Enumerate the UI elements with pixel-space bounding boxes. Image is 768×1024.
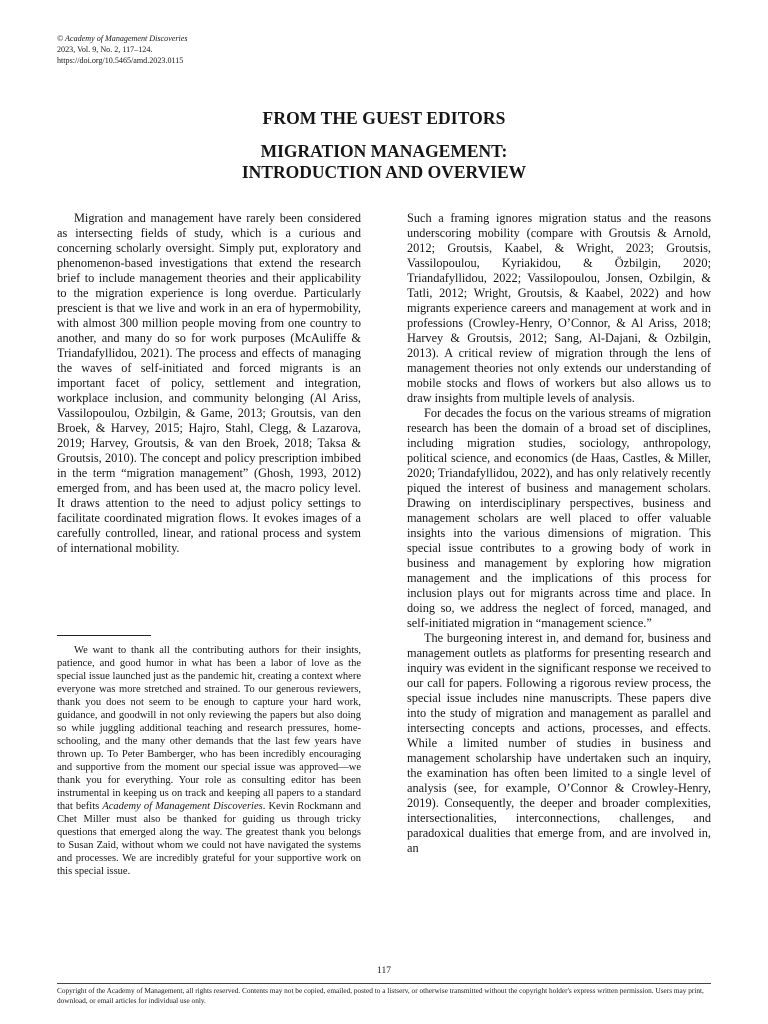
copyright-notice: Copyright of the Academy of Management, all rights reserved. Contents may not be copied, emailed, posted to a listserv, or otherwise transmitted without the copyright holder's express written permission. Users may print, download, or email articles for individual use only. <box>57 986 704 1005</box>
article-title-line-1: MIGRATION MANAGEMENT: <box>260 141 508 161</box>
page-number: 117 <box>377 966 391 976</box>
acknowledgment-footnote <box>57 644 361 878</box>
body-paragraph: Such a framing ignores migration status and the reasons underscoring mobility (compare with Groutsis & Arnold, 2012; Groutsis, Kaabel, & Wright, 2023; Groutsis, Vassilopoulou, Kyriakidou, & Özbilgin, 2020; Triandafyllidou, 2022; Vassilopoulou, Jonsen, Ozbilgin, & Tatli, 2012; Wright, Groutsis, & Kaabel, 2022) and how migrants experience careers and management at work and in professions (Crowley-Henry, O’Connor, & Al Ariss, 2018; Harvey & Groutsis, 2012; Sang, Al-Dajani, & Ozbilgin, 2013). A critical review of migration through the lens of management theories not only extends our understanding of mobile stocks and flows of workers but also allows us to draw insights from multiple levels of analysis. <box>407 211 711 405</box>
body-paragraph: The burgeoning interest in, and demand for, business and management outlets as platforms for presenting research and inquiry was evident in the significant response we received to our call for papers. Following a rigorous review process, the special issue includes nine manuscripts. These papers dive into the study of migration and management as parallel and intersecting concepts and actions, processes, and effects. While a limited number of studies in business and management scholarship have undertaken such an inquiry, the examination has often been limited to a single level of analysis (see, for example, O’Connor & Crowley-Henry, 2019). Consequently, the deeper and broader complexities, intersectionalities, interconnections, challenges, and paradoxical dualities that emerge from, and are involved in, an <box>407 631 711 855</box>
article-metadata <box>57 33 188 66</box>
body-paragraph: For decades the focus on the various streams of migration research has been the domain of a broad set of disciplines, including migration studies, sociology, anthropology, political science, and economics (de Haas, Castles, & Miller, 2020; Triandafyllidou, 2022), and has only relatively recently piqued the interest of business and management scholars. Drawing on interdisciplinary perspectives, business and management scholars are well placed to offer valuable insights into the various dimensions of migration. This special issue contributes to a growing body of work in business and management by exploring how migration management and the implications of this process for inclusion plays out for migrants across time and place. In doing so, we address the neglect of forced, managed, and self-initiated migration in “management science.” <box>407 406 711 630</box>
section-title: FROM THE GUEST EDITORS <box>262 108 506 128</box>
journal-copyright-line: © Academy of Management Discoveries <box>57 34 188 43</box>
right-column <box>407 211 711 856</box>
bottom-divider <box>57 983 711 984</box>
footnote-divider <box>57 635 151 636</box>
body-paragraph: Migration and management have rarely been considered as intersecting fields of study, which is a curious and concerning scholarly oversight. Simply put, exploratory and phenomenon-based investigations that extend the research brief to include management theories and their applicability to the migration experience is long overdue. Particularly prescient is that we live and work in an era of hypermobility, with almost 300 million people moving from one country to another, and many do so for work purposes (McAuliffe & Triandafyllidou, 2021). The process and effects of managing the waves of self-initiated and forced migrants is an important facet of policy, settlement and integration, workplace inclusion, and community belonging (Al Ariss, Vassilopoulou, Ozbilgin, & Game, 2013; Groutsis, van den Broek, & Harvey, 2015; Hajro, Stahl, Clegg, & Lazarova, 2019; Harvey, Groutsis, & van den Broek, 2018; Taksa & Groutsis, 2010). The concept and policy prescription imbibed in the term “migration management” (Ghosh, 1993, 2012) emerged from, and has been used at, the macro policy level. It draws attention to the need to adjust policy settings to facilitate coordinated migration flows. It evokes images of a carefully controlled, linear, and rational process and system of international mobility. <box>57 211 361 555</box>
citation-line: 2023, Vol. 9, No. 2, 117–124. <box>57 45 153 54</box>
left-column <box>57 211 361 556</box>
article-title <box>0 141 768 183</box>
footnote-text-part-1: We want to thank all the contributing authors for their insights, patience, and good humor in what has been a labor of love as the special issue launched just as the pandemic hit, creating a context where everyone was more stretched and strained. To our generous reviewers, thank you does not seem to be enough to capture your hard work, guidance, and goodwill in not only reviewing the papers but also doing so while juggling additional teaching and research pressures, home-schooling, and the many other demands that the last few years have thrown up. To Peter Bamberger, who has been incredibly encouraging and supportive from the moment our special issue was approved—we thank you for everything. Your role as consulting editor has been instrumental in keeping us on track and keeping all papers to a standard that befits <box>57 645 361 812</box>
footnote-journal-name: Academy of Management Discoveries <box>102 801 263 812</box>
article-title-line-2: INTRODUCTION AND OVERVIEW <box>241 162 527 182</box>
doi-link[interactable]: https://doi.org/10.5465/amd.2023.0115 <box>57 56 184 65</box>
footnote-text-part-2: . Kevin Rockmann and Chet Miller must also be thanked for guiding us through tricky questions that emerged along the way. The greatest thank you belongs to Susan Zaid, without whom we could not have navigated the systems and processes. We are incredibly grateful for your supportive work on this special issue. <box>57 801 361 877</box>
